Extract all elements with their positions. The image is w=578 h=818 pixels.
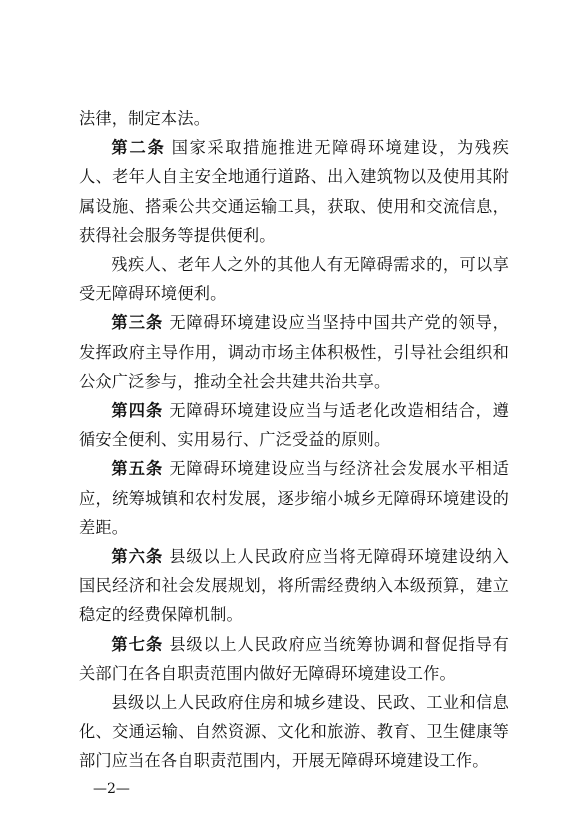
article-text: 无障碍环境建设应当与适老化改造相结合，遵循安全便利、实用易行、广泛受益的原则。 bbox=[79, 401, 510, 450]
article-label: 第四条 bbox=[111, 401, 164, 421]
article-5 bbox=[79, 454, 509, 542]
article-6 bbox=[79, 542, 509, 630]
document-body bbox=[79, 104, 509, 776]
page-number: —2— bbox=[93, 781, 130, 797]
article-7 bbox=[79, 630, 509, 688]
article-label: 第七条 bbox=[111, 634, 164, 654]
article-label: 第三条 bbox=[111, 313, 164, 333]
article-3 bbox=[79, 308, 509, 396]
article-text: 国家采取措施推进无障碍环境建设，为残疾人、老年人自主安全地通行道路、出入建筑物以及使用其附属设施、搭乘公共交通运输工具，获取、使用和交流信息，获得社会服务等提供便利。 bbox=[79, 138, 509, 245]
paragraph-8 bbox=[79, 688, 509, 776]
paragraph-0 bbox=[79, 104, 509, 133]
paragraph-text: 县级以上人民政府住房和城乡建设、民政、工业和信息化、交通运输、自然资源、文化和旅游、教育、卫生健康等部门应当在各自职责范围内，开展无障碍环境建设工作。 bbox=[79, 693, 509, 771]
article-text: 无障碍环境建设应当与经济社会发展水平相适应，统筹城镇和农村发展，逐步缩小城乡无障碍环境建设的差距。 bbox=[79, 459, 510, 537]
article-2 bbox=[79, 133, 509, 250]
article-text: 县级以上人民政府应当将无障碍环境建设纳入国民经济和社会发展规划，将所需经费纳入本级预算，建立稳定的经费保障机制。 bbox=[79, 547, 510, 625]
paragraph-text: 法律，制定本法。 bbox=[79, 109, 211, 128]
paragraph-text: 残疾人、老年人之外的其他人有无障碍需求的，可以享受无障碍环境便利。 bbox=[79, 255, 509, 304]
paragraph-2 bbox=[79, 250, 509, 308]
article-text: 无障碍环境建设应当坚持中国共产党的领导，发挥政府主导作用，调动市场主体积极性，引导社会组织和公众广泛参与，推动全社会共建共治共享。 bbox=[79, 313, 510, 391]
article-label: 第六条 bbox=[111, 547, 164, 567]
article-label: 第二条 bbox=[111, 138, 166, 158]
article-text: 县级以上人民政府应当统筹协调和督促指导有关部门在各自职责范围内做好无障碍环境建设工作。 bbox=[79, 634, 510, 683]
article-label: 第五条 bbox=[111, 459, 164, 479]
article-4 bbox=[79, 396, 509, 454]
